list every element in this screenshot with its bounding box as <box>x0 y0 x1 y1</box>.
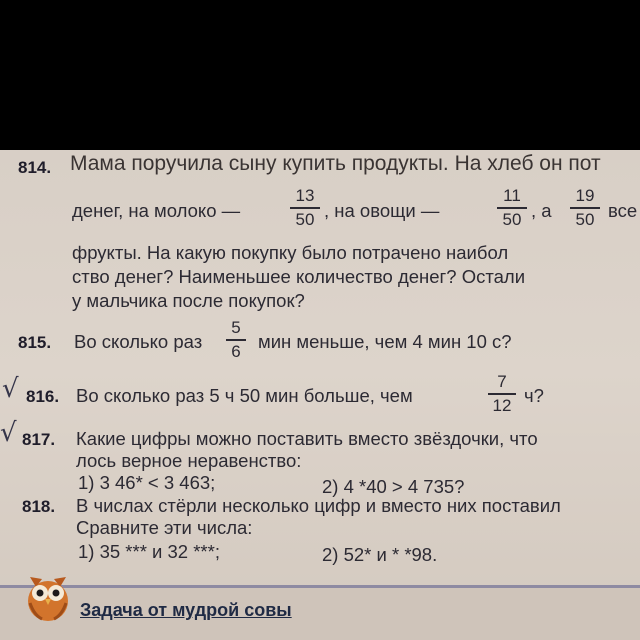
fraction-denominator: 50 <box>575 209 595 229</box>
problem-818-line2: Сравните эти числа: <box>76 517 253 538</box>
owl-pupil-right <box>53 590 60 597</box>
fraction-bar <box>290 207 320 209</box>
fraction-denominator: 50 <box>295 209 315 229</box>
problem-815-number: 815. <box>18 333 52 352</box>
problem-818-item1: 1) 35 *** и 32 ***; <box>78 541 220 562</box>
fraction-numerator: 19 <box>575 186 595 205</box>
problem-814-line3: фрукты. На какую покупку было потрачено наибол <box>72 242 509 263</box>
owl-pupil-left <box>37 590 44 597</box>
section-title-wise-owl: Задача от мудрой совы <box>80 600 292 620</box>
handwritten-check-mark: √ <box>0 418 17 448</box>
fraction-13-50 <box>290 186 320 230</box>
fraction-numerator: 5 <box>231 318 241 337</box>
problem-815-text-a: Во сколько раз <box>74 331 203 352</box>
fraction-11-50 <box>497 186 527 230</box>
fraction-denominator: 6 <box>231 341 241 361</box>
owl-icon <box>22 565 74 623</box>
fraction-bar <box>226 339 246 341</box>
problem-814-line2c: , а <box>531 200 552 221</box>
textbook-page <box>0 150 640 640</box>
fraction-bar <box>497 207 527 209</box>
handwritten-check-mark: √ <box>2 374 19 404</box>
problem-816-number: 816. <box>26 387 60 406</box>
problem-817-number: 817. <box>22 430 56 449</box>
problem-818-number: 818. <box>22 497 56 516</box>
problem-816-text-b: ч? <box>524 385 544 406</box>
problem-817-line2: лось верное неравенство: <box>76 450 302 471</box>
fraction-numerator: 13 <box>295 186 315 205</box>
problem-814-line2a: денег, на молоко — <box>72 200 241 221</box>
fraction-bar <box>488 393 516 395</box>
problem-817-item2: 2) 4 *40 > 4 735? <box>322 476 465 497</box>
fraction-19-50 <box>570 186 600 230</box>
problem-814-number: 814. <box>18 158 52 177</box>
problem-816-text-a: Во сколько раз 5 ч 50 мин больше, чем <box>76 385 413 406</box>
fraction-bar <box>570 207 600 209</box>
problem-814-line2d: все <box>608 200 638 221</box>
problem-814-line5: у мальчика после покупок? <box>72 290 305 311</box>
problem-817-item1: 1) 3 46* < 3 463; <box>78 472 216 493</box>
problem-818-line1: В числах стёрли несколько цифр и вместо них поставил <box>76 495 561 516</box>
fraction-denominator: 50 <box>502 209 522 229</box>
problem-818-item2: 2) 52* и * *98. <box>322 544 438 565</box>
fraction-numerator: 11 <box>503 186 521 205</box>
fraction-5-6 <box>226 318 246 362</box>
fraction-7-12 <box>488 372 516 416</box>
problem-817-line1: Какие цифры можно поставить вместо звёздочки, что <box>76 428 538 449</box>
fraction-denominator: 12 <box>492 395 512 415</box>
problem-814-line2b: , на овощи — <box>324 200 440 221</box>
problem-815-text-b: мин меньше, чем 4 мин 10 с? <box>258 331 512 352</box>
problem-814-line1: Мама поручила сыну купить продукты. На хлеб он пот <box>70 152 601 175</box>
problem-814-line4: ство денег? Наименьшее количество денег? Остали <box>72 266 526 287</box>
fraction-numerator: 7 <box>497 372 507 391</box>
